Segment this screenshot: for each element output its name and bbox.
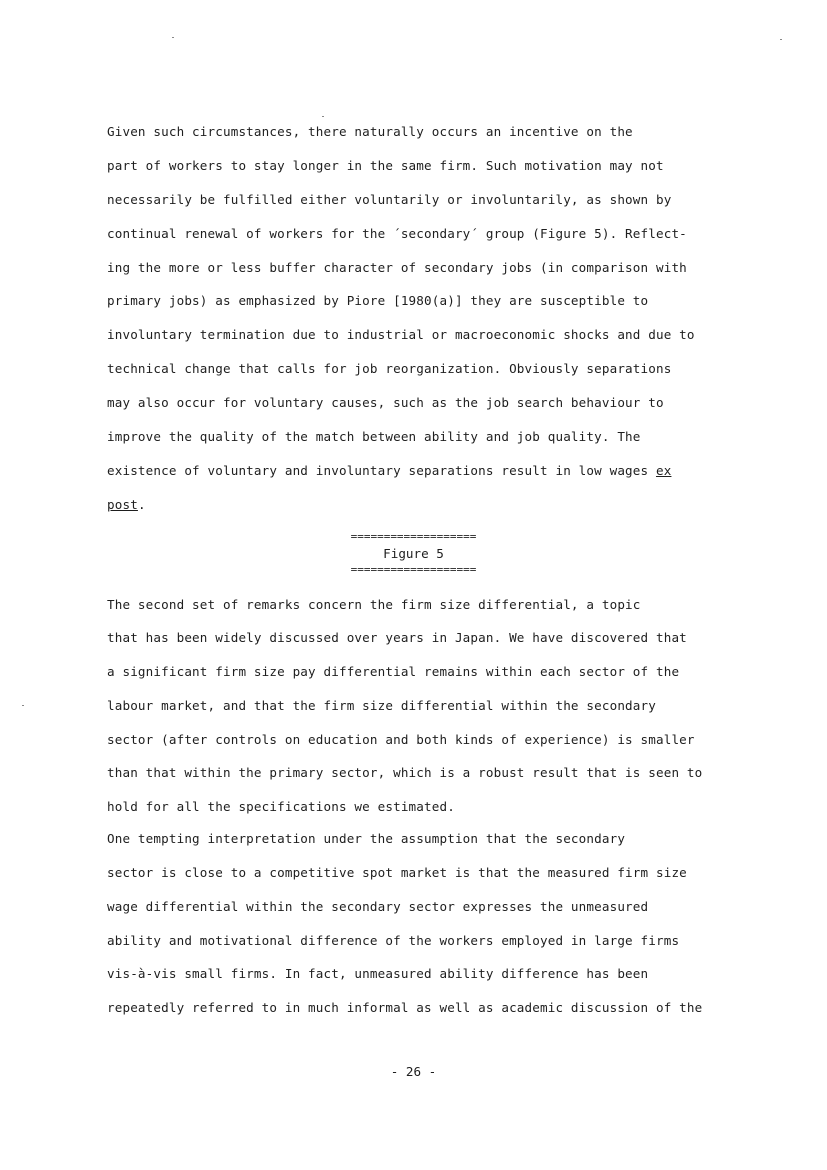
paragraph2-line: sector (after controls on education and both kinds of experience) is smaller [107, 732, 695, 747]
paragraph1-line: involuntary termination due to industrial or macroeconomic shocks and due to [107, 327, 695, 342]
paragraph3-line: repeatedly referred to in much informal as well as academic discussion of the [107, 1000, 703, 1015]
paragraph2-line: that has been widely discussed over years in Japan. We have discovered that [107, 630, 687, 645]
paragraph3-line: vis-à-vis small firms. In fact, unmeasured ability difference has been [107, 966, 649, 981]
scan-speck [22, 705, 24, 706]
scan-speck [780, 39, 782, 40]
figure-label: Figure 5 [383, 546, 444, 561]
underlined-term-ex: ex [655, 463, 672, 478]
paragraph1-line: necessarily be fulfilled either voluntarily or involuntarily, as shown by [107, 192, 672, 207]
page-number: - 26 - [390, 1064, 437, 1079]
scan-speck [322, 116, 324, 117]
figure-rule-bottom: =================== [350, 563, 477, 576]
paragraph1-line: technical change that calls for job reorganization. Obviously separations [107, 361, 672, 376]
paragraph1-line: improve the quality of the match between ability and job quality. The [107, 429, 641, 444]
scan-speck [172, 37, 174, 38]
paragraph3-line: ability and motivational difference of the workers employed in large firms [107, 933, 680, 948]
paragraph3-line: sector is close to a competitive spot market is that the measured firm size [107, 865, 687, 880]
paragraph2-line: a significant firm size pay differential remains within each sector of the [107, 664, 680, 679]
paragraph1-line: ing the more or less buffer character of secondary jobs (in comparison with [107, 260, 687, 275]
figure-rule-top: =================== [350, 530, 477, 543]
paragraph1-line: Given such circumstances, there naturally occurs an incentive on the [107, 124, 633, 139]
paragraph2-line: The second set of remarks concern the firm size differential, a topic [107, 597, 641, 612]
paragraph1-line: may also occur for voluntary causes, such as the job search behaviour to [107, 395, 664, 410]
paragraph2-line: hold for all the specifications we estimated. [107, 799, 455, 814]
paragraph1-line: continual renewal of workers for the ´secondary´ group (Figure 5). Reflect- [107, 226, 687, 241]
paragraph1-line: part of workers to stay longer in the same firm. Such motivation may not [107, 158, 664, 173]
paragraph1-line-text: existence of voluntary and involuntary separations result in low wages [107, 463, 656, 478]
paragraph1-line-tail: . [137, 497, 146, 512]
paragraph1-line [107, 463, 671, 479]
paragraph3-line: wage differential within the secondary sector expresses the unmeasured [107, 899, 649, 914]
paragraph1-line: primary jobs) as emphasized by Piore [1980(a)] they are susceptible to [107, 293, 649, 308]
underlined-term-post: post [107, 497, 138, 512]
paragraph1-line [107, 497, 146, 513]
paragraph3-line: One tempting interpretation under the assumption that the secondary [107, 831, 626, 846]
paragraph2-line: labour market, and that the firm size differential within the secondary [107, 698, 656, 713]
paragraph2-line: than that within the primary sector, which is a robust result that is seen to [107, 765, 703, 780]
